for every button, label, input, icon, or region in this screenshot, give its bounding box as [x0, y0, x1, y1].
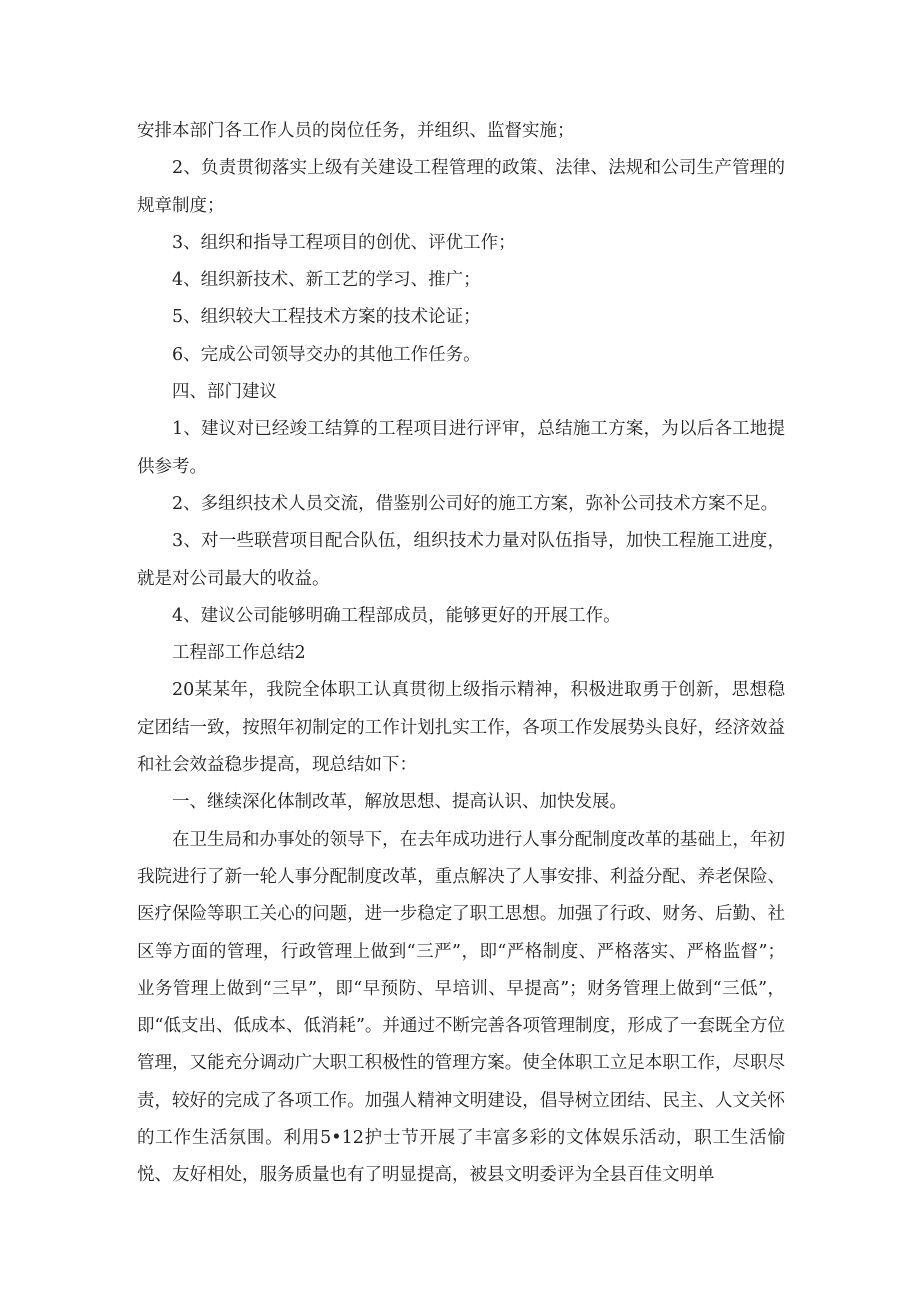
paragraph-duty-6: 6、完成公司领导交办的其他工作任务。	[172, 344, 481, 365]
document-page	[137, 113, 785, 1195]
paragraph-intro: 20某某年，我院全体职工认真贯彻上级指示精神，积极进取勇于创新，思想稳定团结一致，按照年初制定的工作计划扎实工作，各项工作发展势头良好，经济效益和社会效益稳步提高，现总结如下：	[137, 680, 785, 776]
section-heading-suggestions: 四、部门建议	[172, 382, 277, 403]
paragraph-duty-5: 5、组织较大工程技术方案的技术论证；	[172, 307, 481, 328]
paragraph-duty-2: 2、负责贯彻落实上级有关建设工程管理的政策、法律、法规和公司生产管理的规章制度；	[137, 158, 785, 216]
paragraph-reform-body: 在卫生局和办事处的领导下，在去年成功进行人事分配制度改革的基础上，年初我院进行了新一轮人事分配制度改革，重点解决了人事安排、利益分配、养老保险、医疗保险等职工关心的问题，进一步稳定了职工思想。加强了行政、财务、后勤、社区等方面的管理，行政管理上做到“三严”，即“严格制度、严格落实、严格监督”；业务管理上做到“三早”，即“早预防、早培训、早提高”；财务管理上做到“三低”，即“低支出、低成本、低消耗”。并通过不断完善各项管理制度，形成了一套既全方位管理，又能充分调动广大职工积极性的管理方案。使全体职工立足本职工作，尽职尽责，较好的完成了各项工作。加强人精神文明建设，倡导树立团结、民主、人文关怀的工作生活氛围。利用5•12护士节开展了丰富多彩的文体娱乐活动，职工生活愉悦、友好相处，服务质量也有了明显提高，被县文明委评为全县百佳文明单	[137, 829, 785, 1186]
paragraph-suggestion-2: 2、多组织技术人员交流，借鉴别公司好的施工方案，弥补公司技术方案不足。	[172, 493, 779, 514]
paragraph-suggestion-3: 3、对一些联营项目配合队伍，组织技术力量对队伍指导，加快工程施工进度，就是对公司最大的收益。	[137, 531, 785, 589]
paragraph-duty-3: 3、组织和指导工程项目的创优、评优工作；	[172, 232, 516, 253]
paragraph-duty-4: 4、组织新技术、新工艺的学习、推广；	[172, 270, 481, 291]
document-title-summary-2: 工程部工作总结2	[172, 643, 306, 664]
paragraph-continuation: 安排本部门各工作人员的岗位任务，并组织、监督实施；	[137, 121, 575, 141]
paragraph-suggestion-4: 4、建议公司能够明确工程部成员，能够更好的开展工作。	[172, 605, 621, 626]
paragraph-suggestion-1: 1、建议对已经竣工结算的工程项目进行评审，总结施工方案，为以后各工地提供参考。	[137, 419, 785, 477]
section-heading-reform: 一、继续深化体制改革，解放思想、提高认识、加快发展。	[172, 792, 627, 813]
